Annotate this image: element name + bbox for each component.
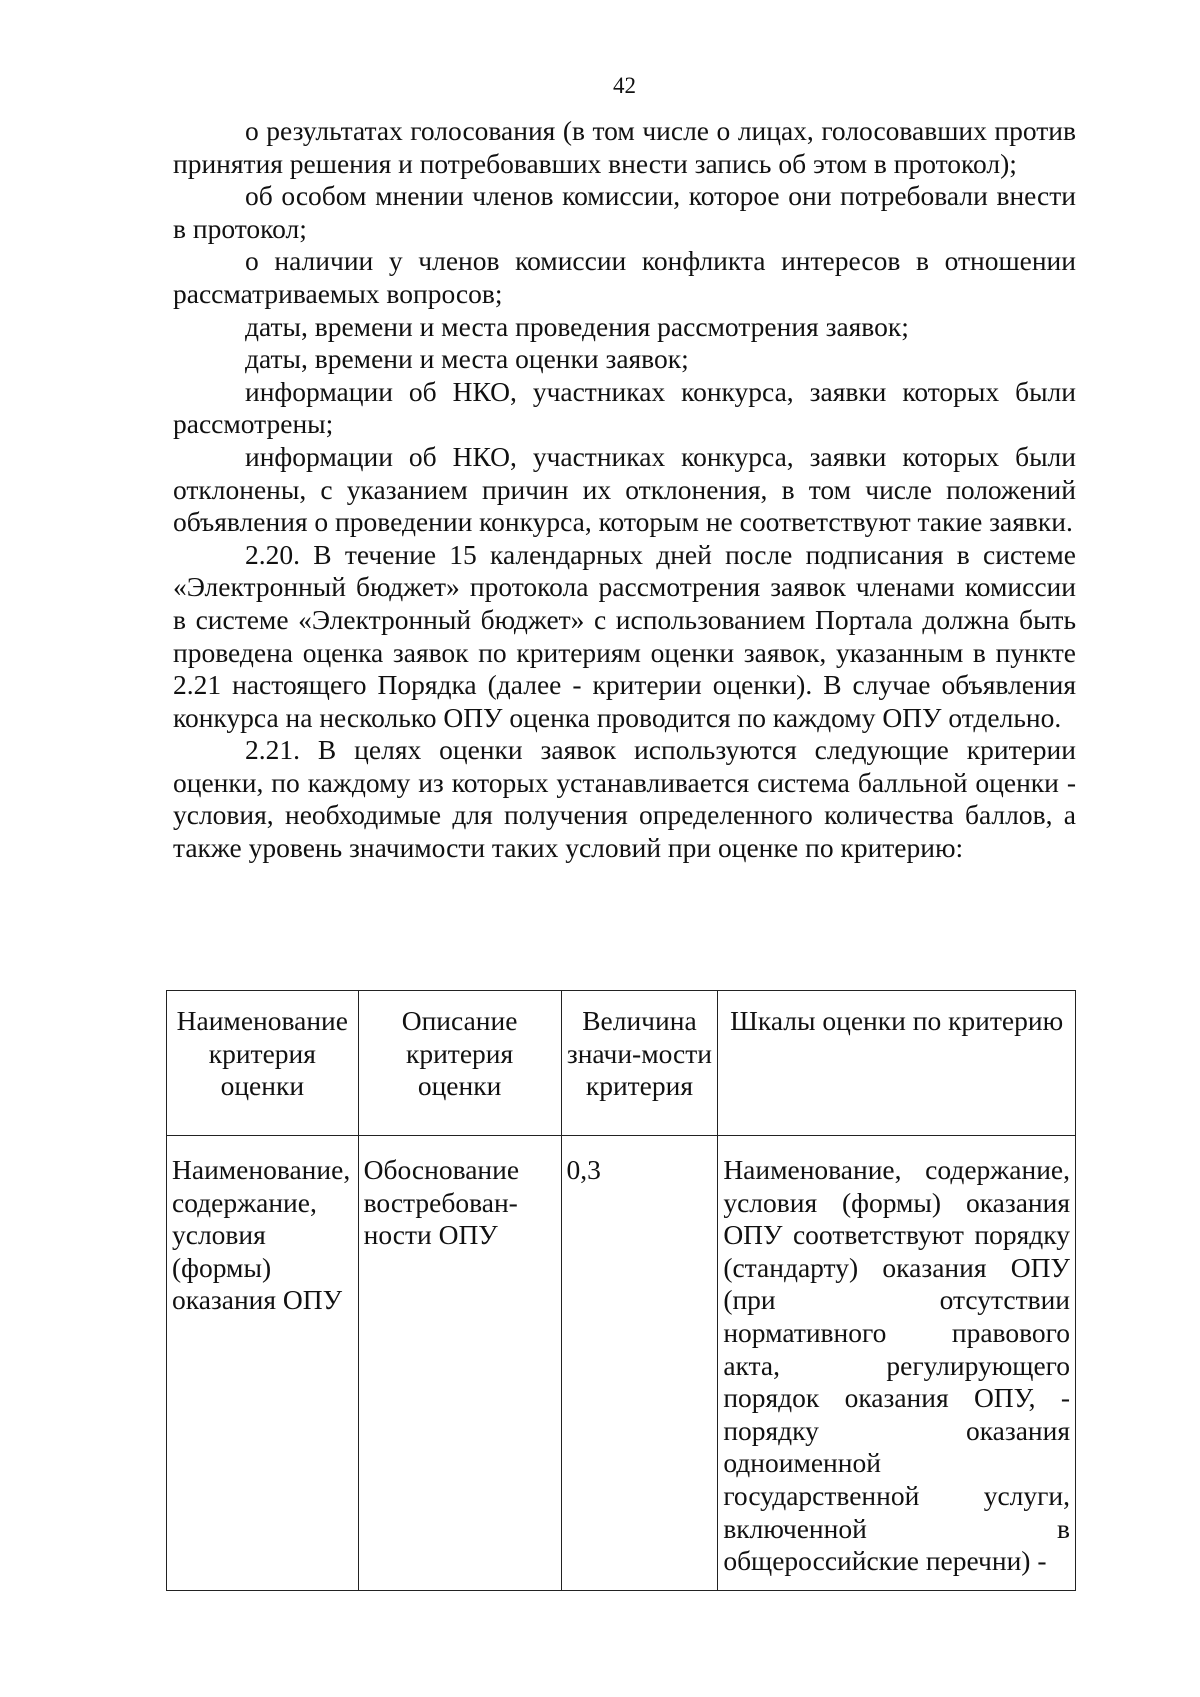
header-criterion-description: Описание критерия оценки xyxy=(358,991,561,1136)
paragraph-rejected-applicants: информации об НКО, участниках конкурса, заявки которых были отклонены, с указанием причин их отклонения, в том числе положений объявления о проведении конкурса, которым не соответствуют такие заявки. xyxy=(173,440,1076,538)
paragraph-reviewed-applicants: информации об НКО, участниках конкурса, заявки которых были рассмотрены; xyxy=(173,375,1076,440)
body-text xyxy=(173,115,1076,865)
paragraph-review-date: даты, времени и места проведения рассмотрения заявок; xyxy=(245,310,909,342)
cell-criterion-weight: 0,3 xyxy=(561,1136,718,1591)
table-row xyxy=(167,1136,1076,1591)
page-number: 42 xyxy=(613,73,636,98)
paragraph-section-2-20: 2.20. В течение 15 календарных дней после подписания в системе «Электронный бюджет» протокола рассмотрения заявок членами комиссии в системе «Электронный бюджет» с использованием Портала должна быть проведена оценка заявок по критериям оценки заявок, указанным в пункте 2.21 настоящего Порядка (далее - критерии оценки). В случае объявления конкурса на несколько ОПУ оценка проводится по каждому ОПУ отдельно. xyxy=(173,538,1076,733)
paragraph-section-2-21: 2.21. В целях оценки заявок используются следующие критерии оценки, по каждому из которых устанавливается система балльной оценки - условия, необходимые для получения определенного количества баллов, а также уровень значимости таких условий при оценке по критерию: xyxy=(173,734,1076,864)
table-header-row xyxy=(167,991,1076,1136)
header-criterion-name: Наименование критерия оценки xyxy=(167,991,359,1136)
cell-evaluation-scale: Наименование, содержание, условия (формы) оказания ОПУ соответствуют порядку (стандарту) оказания ОПУ (при отсутствии нормативного правового акта, регулирующего порядок оказания ОПУ, - порядку оказания одноименной государственной услуги, включенной в общероссийские перечни) - xyxy=(718,1136,1076,1591)
cell-criterion-description: Обоснование востребован-ности ОПУ xyxy=(358,1136,561,1591)
cell-criterion-name: Наименование, содержание, условия (формы) оказания ОПУ xyxy=(167,1136,359,1591)
paragraph-voting-results: о результатах голосования (в том числе о лицах, голосовавших против принятия решения и потребовавших внести запись об этом в протокол); xyxy=(173,115,1076,179)
paragraph-evaluation-date: даты, времени и места оценки заявок; xyxy=(245,343,689,375)
header-evaluation-scale: Шкалы оценки по критерию xyxy=(718,991,1076,1136)
paragraph-conflict-of-interest: о наличии у членов комиссии конфликта интересов в отношении рассматриваемых вопросов; xyxy=(173,245,1076,309)
header-criterion-weight: Величина значи-мости критерия xyxy=(561,991,718,1136)
criteria-table xyxy=(166,990,1076,1591)
paragraph-dissenting-opinion: об особом мнении членов комиссии, которое они потребовали внести в протокол; xyxy=(173,180,1076,244)
